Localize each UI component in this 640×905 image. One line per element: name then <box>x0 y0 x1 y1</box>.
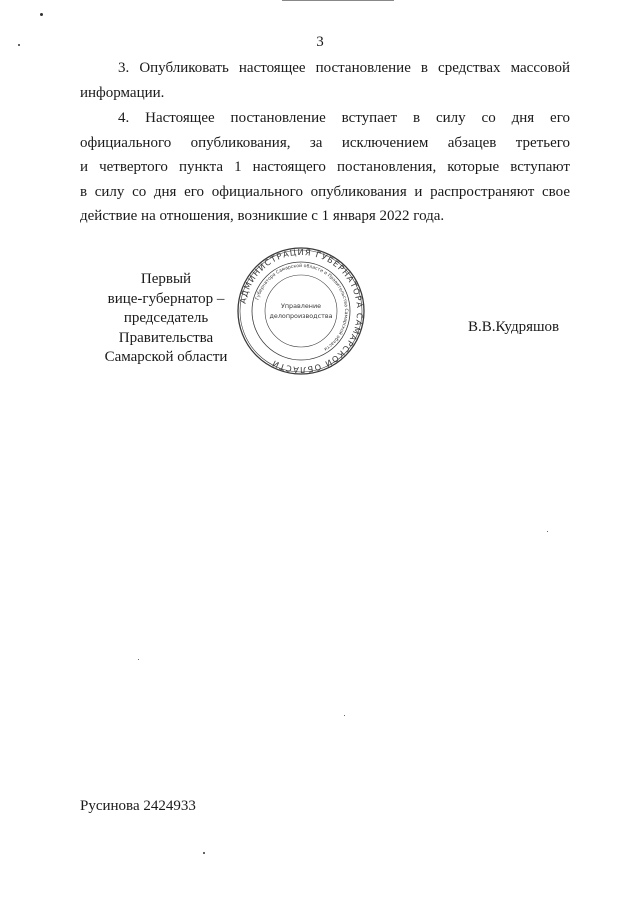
scan-speck <box>40 13 43 16</box>
scan-speck <box>18 44 20 46</box>
signer-title-line-1: Первый <box>140 271 192 287</box>
paragraph-4-line-3: и четвертого пункта 1 настоящего постановления, которые вступают <box>80 159 570 175</box>
scan-speck <box>203 852 205 854</box>
scan-top-edge <box>282 0 394 1</box>
signer-title-line-3: председатель Правительства <box>118 310 214 346</box>
seal-inner-textpath: Губернатора Самарской области и Правительства Самарской области <box>255 263 349 352</box>
page-number: 3 <box>316 34 324 50</box>
seal-center-line-1: Управление <box>280 302 322 310</box>
paragraph-4-line-1: 4. Настоящее постановление вступает в силу со дня его <box>118 110 570 126</box>
scan-speck <box>344 715 345 716</box>
seal-center-line-2: делопроизводства <box>269 312 333 320</box>
paragraph-4 <box>80 106 570 204</box>
paragraph-4-line-2: официального опубликования, за исключением абзацев третьего <box>80 134 570 151</box>
official-seal <box>236 246 366 376</box>
signer-name: В.В.Кудряшов <box>468 319 560 335</box>
paragraph-3-line-2: информации. <box>80 84 165 101</box>
signer-title <box>76 270 256 368</box>
paragraph-4-last-line: действие на отношения, возникшие с 1 января 2022 года. <box>80 208 445 224</box>
signer-title-line-2: вице-губернатор – <box>107 290 225 307</box>
scan-speck <box>138 659 139 660</box>
signer-title-line-4: Самарской области <box>104 349 228 365</box>
paragraph-4-line-4: в силу со дня его официального опубликования и распространяют свое <box>80 183 570 200</box>
seal-outer-textpath: АДМИНИСТРАЦИЯ ГУБЕРНАТОРА САМАРСКОЙ ОБЛАСТИ <box>237 246 366 376</box>
scan-speck <box>547 531 548 532</box>
executor-note: Русинова 2424933 <box>80 798 196 814</box>
paragraph-3 <box>80 56 570 105</box>
paragraph-3-line-1: 3. Опубликовать настоящее постановление в средствах массовой <box>118 60 570 76</box>
